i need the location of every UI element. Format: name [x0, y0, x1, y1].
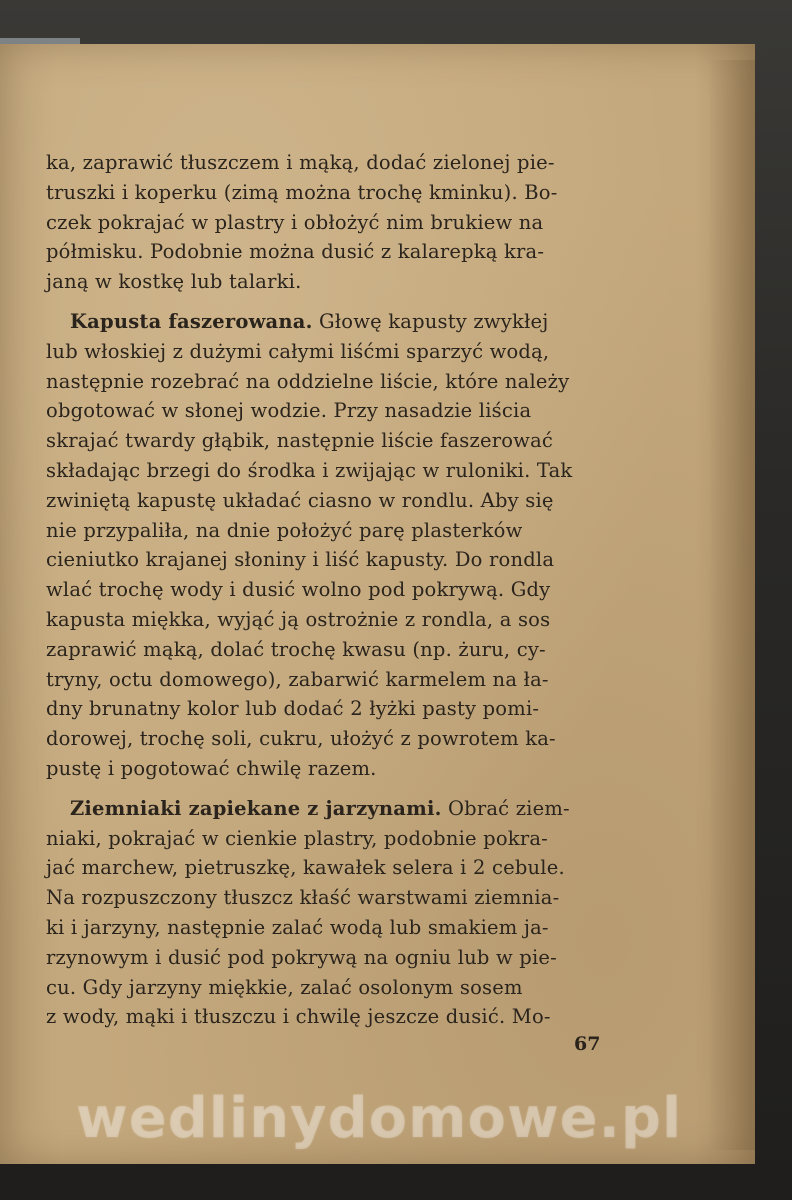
- text-line: czek pokrajać w plastry i obłożyć nim brukiew na: [46, 210, 544, 234]
- paragraph-continuation: [46, 148, 606, 297]
- paragraph-ziemniaki: [46, 794, 606, 1032]
- text-line: dny brunatny kolor lub dodać 2 łyżki pasty pomi-: [46, 697, 540, 721]
- page-text: [46, 148, 606, 1042]
- text-line: truszki i koperku (zimą można trochę kminku). Bo-: [46, 180, 558, 204]
- text-line: zaprawić mąką, dolać trochę kwasu (np. żuru, cy-: [46, 637, 546, 661]
- paragraph-kapusta: [46, 307, 606, 784]
- text-line: dorowej, trochę soli, cukru, ułożyć z powrotem ka-: [46, 727, 556, 751]
- text-line-first: [46, 794, 606, 824]
- text-line: cu. Gdy jarzyny miękkie, zalać osolonym sosem: [46, 975, 523, 999]
- page-edge-shadow: [708, 60, 755, 1150]
- text-line: następnie rozebrać na oddzielne liście, które należy: [46, 369, 570, 393]
- text-line: tryny, octu domowego), zabarwić karmelem na ła-: [46, 667, 549, 691]
- text-line: zwiniętą kapustę układać ciasno w rondlu. Aby się: [46, 488, 554, 512]
- text-line-first: [46, 307, 606, 337]
- text-line: cieniutko krajanej słoniny i liść kapusty. Do rondla: [46, 548, 555, 572]
- page-number: 67: [574, 1033, 601, 1055]
- watermark: wedlinydomowe.pl: [76, 1086, 683, 1151]
- text-line: lub włoskiej z dużymi całymi liśćmi sparzyć wodą,: [46, 339, 550, 363]
- text-line: niaki, pokrajać w cienkie plastry, podobnie pokra-: [46, 826, 548, 850]
- text-line: obgotować w słonej wodzie. Przy nasadzie liścia: [46, 399, 532, 423]
- text-line: janą w kostkę lub talarki.: [46, 270, 302, 294]
- text-line: wlać trochę wody i dusić wolno pod pokrywą. Gdy: [46, 578, 551, 602]
- text-line: jać marchew, pietruszkę, kawałek selera i 2 cebule.: [46, 856, 565, 880]
- text-line: półmisku. Podobnie można dusić z kalarepką kra-: [46, 240, 545, 264]
- text-line: z wody, mąki i tłuszczu i chwilę jeszcze dusić. Mo-: [46, 1005, 551, 1029]
- text-line: ka, zaprawić tłuszczem i mąką, dodać zielonej pie-: [46, 151, 555, 174]
- text-line: nie przypaliła, na dnie położyć parę plasterków: [46, 518, 523, 542]
- text-line: składając brzegi do środka i zwijając w ruloniki. Tak: [46, 458, 573, 482]
- text-line: skrajać twardy głąbik, następnie liście faszerować: [46, 429, 554, 453]
- text-line: ki i jarzyny, następnie zalać wodą lub smakiem ja-: [46, 915, 549, 939]
- recipe-heading: Ziemniaki zapiekane z jarzynami.: [70, 796, 442, 820]
- text-run: Głowę kapusty zwykłej: [312, 309, 549, 333]
- recipe-heading: Kapusta faszerowana.: [70, 309, 313, 333]
- text-line: rzynowym i dusić pod pokrywą na ogniu lub w pie-: [46, 945, 557, 969]
- text-line: Na rozpuszczony tłuszcz kłaść warstwami ziemnia-: [46, 886, 560, 910]
- text-line: kapusta miękka, wyjąć ją ostrożnie z rondla, a sos: [46, 607, 551, 631]
- text-run: Obrać ziem-: [441, 796, 570, 820]
- text-line: pustę i pogotować chwilę razem.: [46, 756, 377, 780]
